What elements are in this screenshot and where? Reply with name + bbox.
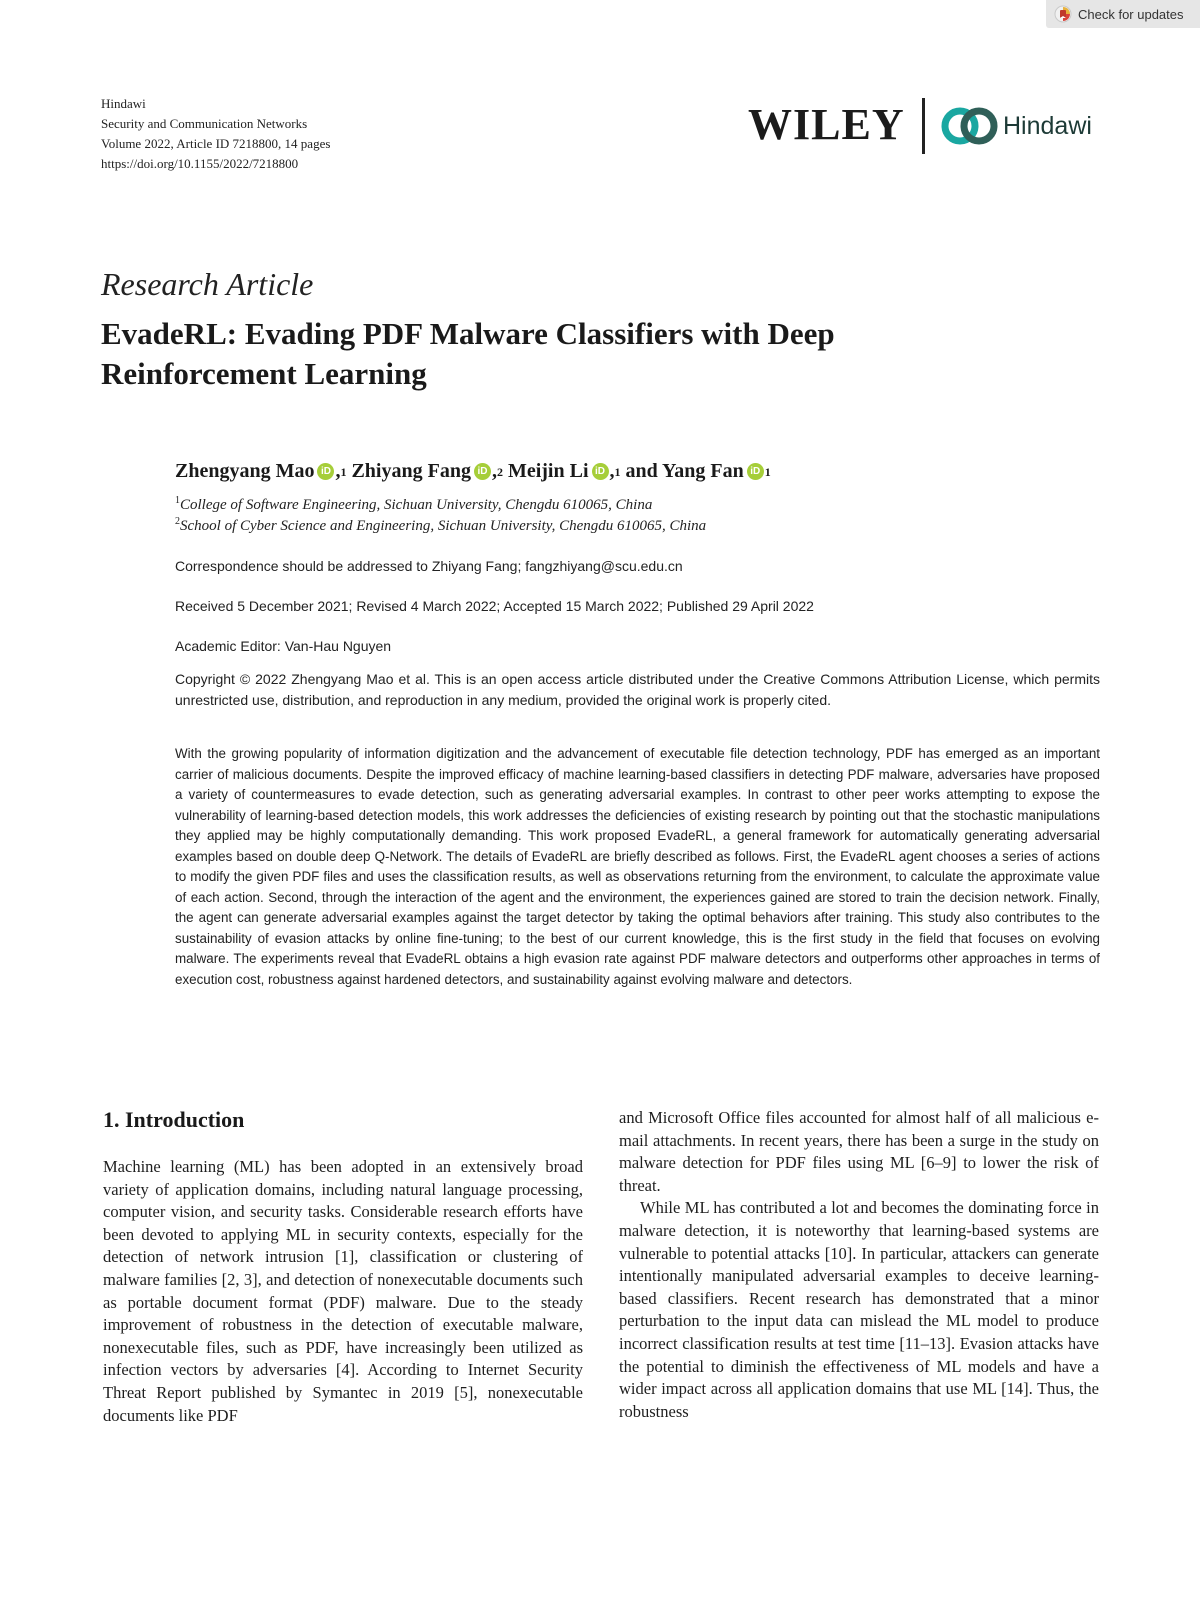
- orcid-icon[interactable]: iD: [474, 463, 491, 480]
- section-heading-introduction: 1. Introduction: [103, 1107, 245, 1132]
- journal-volume: Volume 2022, Article ID 7218800, 14 pages: [101, 136, 331, 151]
- author-name: Zhengyang Mao: [175, 460, 315, 482]
- author-separator: ,: [491, 460, 497, 482]
- journal-meta: [101, 94, 330, 174]
- author-list: Zhengyang Mao iD , 1 Zhiyang Fang iD , 2 Meijin Li iD , 1 and Yang Fan iD 1: [175, 460, 771, 482]
- abstract: With the growing popularity of information digitization and the advancement of executable file detection technology, PDF has emerged as an important carrier of malicious documents. Despite the improved efficacy of machine learning-based classifiers in detecting PDF malware, adversaries have proposed a variety of countermeasures to evade detection, such as generating adversarial examples. In contrast to other peer works attempting to expose the vulnerability of learning-based detection models, this work addresses the deficiencies of existing research by pointing out that the stochastic manipulations they applied may be highly computationally demanding. This work proposed EvadeRL, a general framework for automatically generating adversarial examples based on double deep Q-Network. The details of EvadeRL are briefly described as follows. First, the EvadeRL agent chooses a series of actions to modify the given PDF files and uses the classification results, as well as observations returning from the environment, to calculate the approximate value of each action. Second, through the interaction of the agent and the environment, the experiences gained are stored to train the decision network. Finally, the agent can generate adversarial examples against the target detector by taking the optimal behaviors after training. This study also contributes to the sustainability of evasion attacks by online fine-tuning; to the best of our current knowledge, this is the first study in the field that focuses on evolving malware. The experiments reveal that EvadeRL obtains a high evasion rate against PDF malware detectors and outperforms other approaches in terms of execution cost, robustness against hardened detectors, and sustainability against evolving malware and detectors.: [175, 746, 1100, 987]
- affiliation-text: School of Cyber Science and Engineering, Sichuan University, Chengdu 610065, China: [180, 518, 707, 534]
- author-separator: ,: [335, 460, 341, 482]
- publisher-name: Hindawi: [101, 96, 146, 111]
- author-name: Meijin Li: [507, 460, 589, 482]
- hindawi-logo: [941, 105, 1092, 147]
- copyright-notice: Copyright © 2022 Zhengyang Mao et al. This is an open access article distributed under the Creative Commons Attribution License, which permits unrestricted use, distribution, and reproduction in any medium, provided the original work is properly cited.: [175, 671, 1100, 708]
- journal-name: Security and Communication Networks: [101, 116, 308, 131]
- affiliation-text: College of Software Engineering, Sichuan University, Chengdu 610065, China: [180, 497, 653, 513]
- body-paragraph: Machine learning (ML) has been adopted in an extensively broad variety of application domains, including natural language processing, computer vision, and security tasks. Considerable research efforts have been devoted to applying ML in security contexts, especially for the detection of network intrusion [1], classification or clustering of malware families [2, 3], and detection of nonexecutable documents such as portable document format (PDF) malware. Due to the steady improvement of robustness in the detection of executable malware, nonexecutable files, such as PDF, have increasingly been utilized as infection vectors by adversaries [4]. According to Internet Security Threat Report published by Symantec in 2019 [5], nonexecutable documents like PDF: [103, 1157, 583, 1425]
- orcid-icon[interactable]: iD: [747, 463, 764, 480]
- wiley-logo: WILEY: [748, 100, 905, 149]
- hindawi-logo-icon: [941, 105, 999, 147]
- doi-link[interactable]: https://doi.org/10.1155/2022/7218800: [101, 156, 299, 171]
- body-column-left: [103, 1156, 583, 1427]
- publication-dates: Received 5 December 2021; Revised 4 March 2022; Accepted 15 March 2022; Published 29 April 2022: [175, 598, 814, 614]
- check-updates-label: Check for updates: [1078, 6, 1184, 22]
- orcid-icon[interactable]: iD: [592, 463, 609, 480]
- body-paragraph: and Microsoft Office files accounted for almost half of all malicious e-mail attachments. In recent years, there has been a surge in the study on malware detection for PDF files using ML [6–9] to lower the risk of threat.: [619, 1108, 1099, 1195]
- orcid-icon[interactable]: iD: [317, 463, 334, 480]
- body-column-right: [619, 1107, 1099, 1423]
- academic-editor: Academic Editor: Van-Hau Nguyen: [175, 638, 392, 654]
- check-updates-icon: [1054, 5, 1072, 23]
- affiliation-number: 1: [175, 495, 180, 506]
- author-separator: ,: [609, 460, 615, 482]
- affiliation: [175, 518, 706, 535]
- check-for-updates-button[interactable]: [1046, 0, 1200, 28]
- article-type: Research Article: [101, 266, 314, 302]
- article-title: EvadeRL: Evading PDF Malware Classifiers with Deep Reinforcement Learning: [101, 316, 835, 391]
- logo-divider: [922, 98, 925, 154]
- hindawi-logo-text: Hindawi: [1003, 111, 1092, 140]
- author-name: Zhiyang Fang: [351, 460, 471, 482]
- body-paragraph: While ML has contributed a lot and becomes the dominating force in malware detection, it is noteworthy that learning-based systems are vulnerable to potential attacks [10]. In particular, attackers can generate intentionally manipulated adversarial examples to deceive learning-based classifiers. Recent research has demonstrated that a minor perturbation to the input data can mislead the ML model to produce incorrect classification results at test time [11–13]. Evasion attacks have the potential to diminish the effectiveness of ML models and have a wider impact across all application domains that use ML [14]. Thus, the robustness: [619, 1198, 1099, 1421]
- affiliation-number: 2: [175, 516, 180, 527]
- correspondence-note: Correspondence should be addressed to Zhiyang Fang; fangzhiyang@scu.edu.cn: [175, 558, 683, 574]
- affiliation: [175, 497, 652, 514]
- author-name: and Yang Fan: [625, 460, 744, 482]
